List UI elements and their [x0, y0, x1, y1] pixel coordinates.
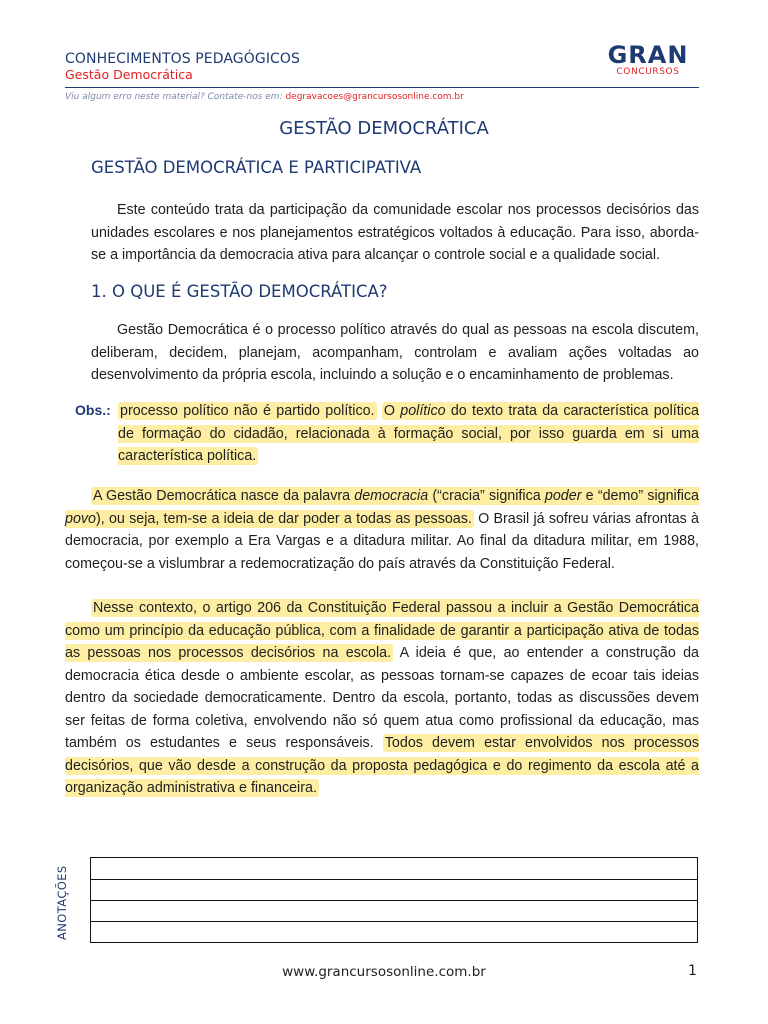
section-1-text: Gestão Democrática é o processo político através do qual as pessoas na escola discutem, deliberam, decidem, planejam, acompanham, controlam e avaliam ações voltadas ao desenvolvimento da própria escola, incluindo a solução e o encaminhamento de problemas. [91, 322, 699, 383]
header-divider [65, 87, 699, 88]
notes-box[interactable] [90, 857, 698, 943]
footer-url-link[interactable]: www.grancursosonline.com.br [282, 964, 486, 980]
obs-label: Obs.: [75, 402, 111, 418]
intro-text: Este conteúdo trata da participação da comunidade escolar nos processos decisórios das unidades escolares e nos planejamentos estratégicos voltados à educação. Para isso, aborda-se a importância da democracia ativa para alcançar o controle social e a qualidade social. [91, 202, 699, 263]
notes-line [91, 879, 697, 880]
header-subject: CONHECIMENTOS PEDAGÓGICOS [65, 51, 301, 67]
highlight-obs-2: O político do texto trata da característica política de formação do cidadão, relacionada à formação social, por isso guarda em si uma característica política. [118, 403, 699, 464]
contact-line [65, 92, 464, 102]
page-number: 1 [688, 963, 697, 979]
highlight-context-1: Nesse contexto, o artigo 206 da Constituição Federal passou a incluir a Gestão Democrática como um princípio da educação pública, com a finalidade de garantir a participação ativa de todas as pessoas nos processos decisórios na escola. [65, 600, 699, 661]
context-paragraph [65, 597, 699, 800]
header-topic: Gestão Democrática [65, 67, 193, 82]
logo-sub-text: CONCURSOS [616, 67, 680, 77]
section-1-paragraph [91, 319, 699, 387]
notes-line [91, 921, 697, 922]
logo-main-text: GRAN [607, 41, 689, 69]
obs-text [118, 400, 699, 468]
intro-paragraph [91, 199, 699, 267]
page-title: GESTÃO DEMOCRÁTICA [279, 118, 489, 139]
highlight-context-2: Todos devem estar envolvidos nos processos decisórios, que vão desde a construção da proposta pedagógica e do regimento da escola até a organização administrativa e financeira. [65, 735, 699, 796]
highlight-origin: A Gestão Democrática nasce da palavra democracia (“cracia” significa poder e “demo” significa povo), ou seja, tem-se a ideia de dar poder a todas as pessoas. [65, 488, 699, 527]
gran-logo[interactable] [600, 42, 696, 77]
notes-line [91, 900, 697, 901]
origin-paragraph [65, 485, 699, 575]
section-subtitle: GESTÃO DEMOCRÁTICA E PARTICIPATIVA [91, 158, 422, 177]
contact-email-link[interactable]: degravacoes@grancursosonline.com.br [285, 92, 464, 102]
origin-rest-text: O Brasil já sofreu várias afrontas à democracia, por exemplo a Era Vargas e a ditadura militar. Ao final da ditadura militar, em 1988, começou-se a vislumbrar a redemocratização do país através da Constituição Federal. [65, 510, 699, 572]
section-1-title: 1. O QUE É GESTÃO DEMOCRÁTICA? [91, 282, 388, 301]
context-middle-text: A ideia é que, ao entender a construção da democracia ética desde o ambiente escolar, as pessoas tornam-se capazes de ecoar tais ideias dentro da sociedade democraticamente. Dentro da escola, portanto, todas as discussões devem ser feitas de forma coletiva, envolvendo não só quem atua como profissional da educação, mas também os estudantes e seus responsáveis. [65, 645, 699, 751]
highlight-obs-1: processo político não é partido político. [120, 403, 375, 419]
contact-prefix: Viu algum erro neste material? Contate-nos em: [65, 92, 286, 102]
notes-label: ANOTAÇÕES [55, 865, 69, 940]
